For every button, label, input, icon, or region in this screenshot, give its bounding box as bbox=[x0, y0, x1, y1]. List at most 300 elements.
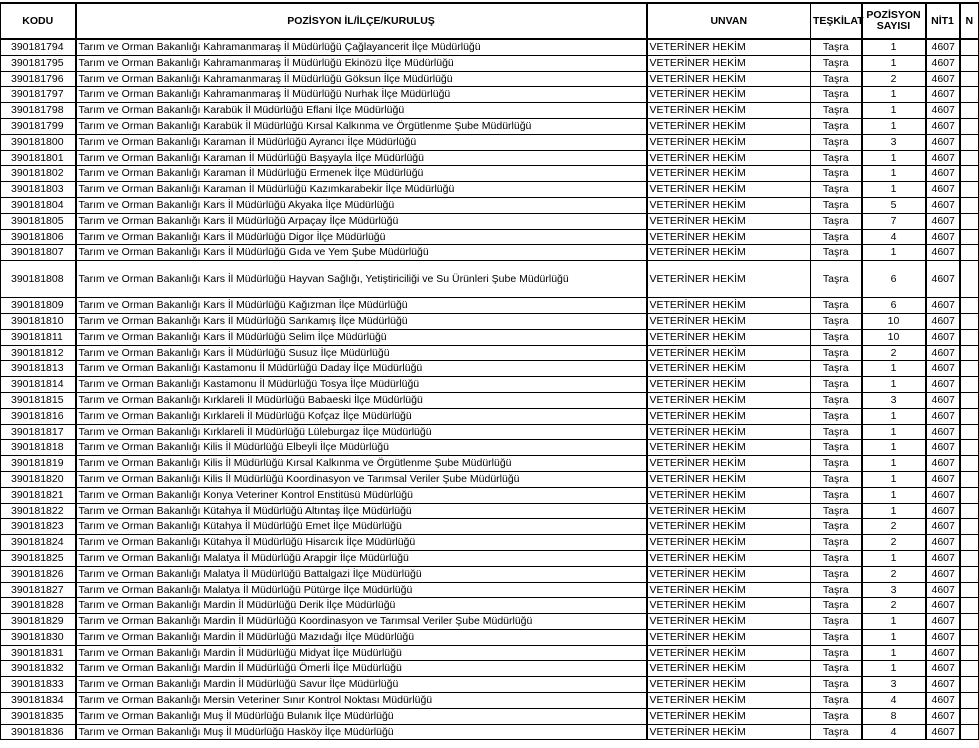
cell-nit1: 4607 bbox=[926, 550, 960, 566]
cell-unvan: VETERİNER HEKİM bbox=[647, 345, 811, 361]
cell-unvan: VETERİNER HEKİM bbox=[647, 645, 811, 661]
cell-pozisyon-sayisi: 1 bbox=[862, 166, 926, 182]
cell-pozisyon: Tarım ve Orman Bakanlığı Karabük İl Müdürlüğü Kırsal Kalkınma ve Örgütlenme Şube Müdürlüğü bbox=[76, 118, 647, 134]
cell-nit1: 4607 bbox=[926, 693, 960, 709]
cell-pozisyon: Tarım ve Orman Bakanlığı Kars İl Müdürlüğü Arpaçay İlçe Müdürlüğü bbox=[76, 213, 647, 229]
cell-unvan: VETERİNER HEKİM bbox=[647, 550, 811, 566]
header-pozisyon: POZİSYON İL/İLÇE/KURULUŞ bbox=[76, 3, 647, 39]
table-row bbox=[1, 213, 979, 229]
cell-pozisyon: Tarım ve Orman Bakanlığı Kütahya İl Müdürlüğü Emet İlçe Müdürlüğü bbox=[76, 519, 647, 535]
cell-teskilat: Taşra bbox=[811, 456, 862, 472]
cell-pozisyon-sayisi: 1 bbox=[862, 503, 926, 519]
cell-pozisyon: Tarım ve Orman Bakanlığı Kars İl Müdürlüğü Gıda ve Yem Şube Müdürlüğü bbox=[76, 245, 647, 261]
table-row bbox=[1, 724, 979, 740]
cell-nit1: 4607 bbox=[926, 329, 960, 345]
table-row bbox=[1, 503, 979, 519]
cell-pozisyon-sayisi: 2 bbox=[862, 71, 926, 87]
cell-kodu: 390181817 bbox=[1, 424, 76, 440]
cell-unvan: VETERİNER HEKİM bbox=[647, 392, 811, 408]
cell-kodu: 390181807 bbox=[1, 245, 76, 261]
cell-unvan: VETERİNER HEKİM bbox=[647, 361, 811, 377]
cell-kodu: 390181803 bbox=[1, 182, 76, 198]
table-row bbox=[1, 166, 979, 182]
header-kodu: KODU bbox=[1, 3, 76, 39]
cell-unvan: VETERİNER HEKİM bbox=[647, 487, 811, 503]
cell-pozisyon: Tarım ve Orman Bakanlığı Kars İl Müdürlüğü Digor İlçe Müdürlüğü bbox=[76, 229, 647, 245]
cell-teskilat: Taşra bbox=[811, 693, 862, 709]
table-row bbox=[1, 392, 979, 408]
cell-next bbox=[960, 313, 979, 329]
table-row bbox=[1, 535, 979, 551]
table-row bbox=[1, 708, 979, 724]
cell-next bbox=[960, 693, 979, 709]
cell-pozisyon: Tarım ve Orman Bakanlığı Muş İl Müdürlüğü Hasköy İlçe Müdürlüğü bbox=[76, 724, 647, 740]
cell-next bbox=[960, 361, 979, 377]
cell-unvan: VETERİNER HEKİM bbox=[647, 424, 811, 440]
cell-kodu: 390181794 bbox=[1, 39, 76, 55]
cell-teskilat: Taşra bbox=[811, 245, 862, 261]
cell-teskilat: Taşra bbox=[811, 582, 862, 598]
table-row bbox=[1, 134, 979, 150]
cell-unvan: VETERİNER HEKİM bbox=[647, 71, 811, 87]
cell-pozisyon-sayisi: 1 bbox=[862, 629, 926, 645]
cell-kodu: 390181796 bbox=[1, 71, 76, 87]
cell-pozisyon-sayisi: 3 bbox=[862, 134, 926, 150]
table-row bbox=[1, 487, 979, 503]
table-row bbox=[1, 598, 979, 614]
cell-unvan: VETERİNER HEKİM bbox=[647, 456, 811, 472]
cell-unvan: VETERİNER HEKİM bbox=[647, 629, 811, 645]
cell-next bbox=[960, 456, 979, 472]
cell-nit1: 4607 bbox=[926, 519, 960, 535]
table-row bbox=[1, 55, 979, 71]
cell-pozisyon-sayisi: 1 bbox=[862, 377, 926, 393]
cell-pozisyon: Tarım ve Orman Bakanlığı Malatya İl Müdürlüğü Battalgazi İlçe Müdürlüğü bbox=[76, 566, 647, 582]
table-row bbox=[1, 71, 979, 87]
cell-teskilat: Taşra bbox=[811, 71, 862, 87]
cell-nit1: 4607 bbox=[926, 229, 960, 245]
cell-teskilat: Taşra bbox=[811, 182, 862, 198]
cell-pozisyon-sayisi: 4 bbox=[862, 693, 926, 709]
cell-pozisyon: Tarım ve Orman Bakanlığı Mardin İl Müdürlüğü Savur İlçe Müdürlüğü bbox=[76, 677, 647, 693]
cell-nit1: 4607 bbox=[926, 677, 960, 693]
cell-nit1: 4607 bbox=[926, 535, 960, 551]
cell-pozisyon-sayisi: 1 bbox=[862, 471, 926, 487]
table-row bbox=[1, 261, 979, 298]
cell-pozisyon: Tarım ve Orman Bakanlığı Kahramanmaraş İl Müdürlüğü Ekinözü İlçe Müdürlüğü bbox=[76, 55, 647, 71]
cell-next bbox=[960, 629, 979, 645]
cell-next bbox=[960, 150, 979, 166]
cell-pozisyon: Tarım ve Orman Bakanlığı Kahramanmaraş İl Müdürlüğü Çağlayancerit İlçe Müdürlüğü bbox=[76, 39, 647, 55]
cell-next bbox=[960, 55, 979, 71]
cell-pozisyon: Tarım ve Orman Bakanlığı Kars İl Müdürlüğü Sarıkamış İlçe Müdürlüğü bbox=[76, 313, 647, 329]
cell-unvan: VETERİNER HEKİM bbox=[647, 519, 811, 535]
cell-teskilat: Taşra bbox=[811, 298, 862, 314]
cell-unvan: VETERİNER HEKİM bbox=[647, 440, 811, 456]
cell-pozisyon-sayisi: 1 bbox=[862, 614, 926, 630]
cell-pozisyon-sayisi: 1 bbox=[862, 456, 926, 472]
cell-pozisyon-sayisi: 1 bbox=[862, 408, 926, 424]
cell-pozisyon: Tarım ve Orman Bakanlığı Konya Veteriner Kontrol Enstitüsü Müdürlüğü bbox=[76, 487, 647, 503]
cell-kodu: 390181824 bbox=[1, 535, 76, 551]
cell-next bbox=[960, 566, 979, 582]
cell-next bbox=[960, 197, 979, 213]
cell-unvan: VETERİNER HEKİM bbox=[647, 598, 811, 614]
cell-kodu: 390181835 bbox=[1, 708, 76, 724]
cell-teskilat: Taşra bbox=[811, 392, 862, 408]
header-nit1: NİT1 bbox=[926, 3, 960, 39]
cell-next bbox=[960, 645, 979, 661]
cell-unvan: VETERİNER HEKİM bbox=[647, 103, 811, 119]
cell-pozisyon-sayisi: 2 bbox=[862, 598, 926, 614]
cell-unvan: VETERİNER HEKİM bbox=[647, 535, 811, 551]
cell-kodu: 390181808 bbox=[1, 261, 76, 298]
cell-nit1: 4607 bbox=[926, 614, 960, 630]
cell-kodu: 390181795 bbox=[1, 55, 76, 71]
cell-unvan: VETERİNER HEKİM bbox=[647, 182, 811, 198]
cell-teskilat: Taşra bbox=[811, 503, 862, 519]
cell-nit1: 4607 bbox=[926, 708, 960, 724]
cell-nit1: 4607 bbox=[926, 724, 960, 740]
table-row bbox=[1, 471, 979, 487]
cell-kodu: 390181813 bbox=[1, 361, 76, 377]
cell-next bbox=[960, 298, 979, 314]
cell-kodu: 390181836 bbox=[1, 724, 76, 740]
cell-pozisyon-sayisi: 7 bbox=[862, 213, 926, 229]
cell-kodu: 390181799 bbox=[1, 118, 76, 134]
cell-pozisyon: Tarım ve Orman Bakanlığı Mardin İl Müdürlüğü Ömerli İlçe Müdürlüğü bbox=[76, 661, 647, 677]
cell-unvan: VETERİNER HEKİM bbox=[647, 408, 811, 424]
cell-teskilat: Taşra bbox=[811, 471, 862, 487]
cell-pozisyon: Tarım ve Orman Bakanlığı Kars İl Müdürlüğü Kağızman İlçe Müdürlüğü bbox=[76, 298, 647, 314]
cell-pozisyon-sayisi: 1 bbox=[862, 661, 926, 677]
cell-nit1: 4607 bbox=[926, 197, 960, 213]
cell-nit1: 4607 bbox=[926, 134, 960, 150]
cell-pozisyon: Tarım ve Orman Bakanlığı Karaman İl Müdürlüğü Kazımkarabekir İlçe Müdürlüğü bbox=[76, 182, 647, 198]
cell-kodu: 390181821 bbox=[1, 487, 76, 503]
table-row bbox=[1, 629, 979, 645]
cell-teskilat: Taşra bbox=[811, 550, 862, 566]
cell-kodu: 390181809 bbox=[1, 298, 76, 314]
cell-next bbox=[960, 245, 979, 261]
cell-pozisyon: Tarım ve Orman Bakanlığı Karaman İl Müdürlüğü Başyayla İlçe Müdürlüğü bbox=[76, 150, 647, 166]
cell-next bbox=[960, 166, 979, 182]
cell-kodu: 390181801 bbox=[1, 150, 76, 166]
cell-unvan: VETERİNER HEKİM bbox=[647, 693, 811, 709]
cell-teskilat: Taşra bbox=[811, 440, 862, 456]
table-row bbox=[1, 118, 979, 134]
cell-unvan: VETERİNER HEKİM bbox=[647, 614, 811, 630]
cell-next bbox=[960, 535, 979, 551]
cell-kodu: 390181833 bbox=[1, 677, 76, 693]
cell-pozisyon-sayisi: 3 bbox=[862, 677, 926, 693]
cell-unvan: VETERİNER HEKİM bbox=[647, 118, 811, 134]
cell-pozisyon: Tarım ve Orman Bakanlığı Karaman İl Müdürlüğü Ayrancı İlçe Müdürlüğü bbox=[76, 134, 647, 150]
cell-teskilat: Taşra bbox=[811, 103, 862, 119]
cell-next bbox=[960, 661, 979, 677]
cell-pozisyon-sayisi: 8 bbox=[862, 708, 926, 724]
cell-nit1: 4607 bbox=[926, 298, 960, 314]
cell-pozisyon-sayisi: 2 bbox=[862, 535, 926, 551]
cell-next bbox=[960, 408, 979, 424]
cell-teskilat: Taşra bbox=[811, 150, 862, 166]
table-row bbox=[1, 103, 979, 119]
cell-pozisyon: Tarım ve Orman Bakanlığı Kars İl Müdürlüğü Susuz İlçe Müdürlüğü bbox=[76, 345, 647, 361]
cell-pozisyon: Tarım ve Orman Bakanlığı Kilis İl Müdürlüğü Kırsal Kalkınma ve Örgütlenme Şube Müdürlüğü bbox=[76, 456, 647, 472]
header-sayisi-line1: POZİSYON bbox=[866, 9, 921, 21]
cell-pozisyon: Tarım ve Orman Bakanlığı Kastamonu İl Müdürlüğü Tosya İlçe Müdürlüğü bbox=[76, 377, 647, 393]
cell-next bbox=[960, 614, 979, 630]
cell-unvan: VETERİNER HEKİM bbox=[647, 197, 811, 213]
cell-kodu: 390181800 bbox=[1, 134, 76, 150]
cell-teskilat: Taşra bbox=[811, 329, 862, 345]
cell-teskilat: Taşra bbox=[811, 677, 862, 693]
cell-teskilat: Taşra bbox=[811, 313, 862, 329]
cell-next bbox=[960, 471, 979, 487]
cell-pozisyon: Tarım ve Orman Bakanlığı Kastamonu İl Müdürlüğü Daday İlçe Müdürlüğü bbox=[76, 361, 647, 377]
cell-pozisyon: Tarım ve Orman Bakanlığı Malatya İl Müdürlüğü Pütürge İlçe Müdürlüğü bbox=[76, 582, 647, 598]
cell-pozisyon-sayisi: 1 bbox=[862, 182, 926, 198]
cell-kodu: 390181819 bbox=[1, 456, 76, 472]
cell-teskilat: Taşra bbox=[811, 535, 862, 551]
cell-kodu: 390181832 bbox=[1, 661, 76, 677]
cell-pozisyon: Tarım ve Orman Bakanlığı Kütahya İl Müdürlüğü Hisarcık İlçe Müdürlüğü bbox=[76, 535, 647, 551]
cell-teskilat: Taşra bbox=[811, 213, 862, 229]
table-row bbox=[1, 408, 979, 424]
cell-teskilat: Taşra bbox=[811, 566, 862, 582]
cell-pozisyon: Tarım ve Orman Bakanlığı Muş İl Müdürlüğü Bulanık İlçe Müdürlüğü bbox=[76, 708, 647, 724]
positions-table bbox=[0, 2, 979, 740]
cell-kodu: 390181806 bbox=[1, 229, 76, 245]
cell-kodu: 390181812 bbox=[1, 345, 76, 361]
cell-unvan: VETERİNER HEKİM bbox=[647, 677, 811, 693]
header-next: N bbox=[960, 3, 979, 39]
cell-teskilat: Taşra bbox=[811, 519, 862, 535]
cell-nit1: 4607 bbox=[926, 487, 960, 503]
cell-pozisyon-sayisi: 1 bbox=[862, 150, 926, 166]
cell-kodu: 390181816 bbox=[1, 408, 76, 424]
cell-teskilat: Taşra bbox=[811, 166, 862, 182]
cell-nit1: 4607 bbox=[926, 582, 960, 598]
cell-nit1: 4607 bbox=[926, 361, 960, 377]
cell-pozisyon: Tarım ve Orman Bakanlığı Mersin Veteriner Sınır Kontrol Noktası Müdürlüğü bbox=[76, 693, 647, 709]
cell-teskilat: Taşra bbox=[811, 708, 862, 724]
cell-pozisyon: Tarım ve Orman Bakanlığı Kahramanmaraş İl Müdürlüğü Göksun İlçe Müdürlüğü bbox=[76, 71, 647, 87]
table-row bbox=[1, 693, 979, 709]
cell-next bbox=[960, 134, 979, 150]
cell-unvan: VETERİNER HEKİM bbox=[647, 566, 811, 582]
table-row bbox=[1, 456, 979, 472]
cell-nit1: 4607 bbox=[926, 566, 960, 582]
table-row bbox=[1, 614, 979, 630]
cell-pozisyon-sayisi: 2 bbox=[862, 345, 926, 361]
cell-pozisyon-sayisi: 3 bbox=[862, 392, 926, 408]
cell-next bbox=[960, 87, 979, 103]
cell-next bbox=[960, 708, 979, 724]
cell-nit1: 4607 bbox=[926, 213, 960, 229]
cell-nit1: 4607 bbox=[926, 118, 960, 134]
table-row bbox=[1, 298, 979, 314]
cell-unvan: VETERİNER HEKİM bbox=[647, 503, 811, 519]
cell-pozisyon: Tarım ve Orman Bakanlığı Kırklareli İl Müdürlüğü Lüleburgaz İlçe Müdürlüğü bbox=[76, 424, 647, 440]
table-row bbox=[1, 424, 979, 440]
cell-unvan: VETERİNER HEKİM bbox=[647, 661, 811, 677]
header-pozisyon-sayisi bbox=[862, 3, 926, 39]
cell-teskilat: Taşra bbox=[811, 345, 862, 361]
cell-kodu: 390181805 bbox=[1, 213, 76, 229]
cell-kodu: 390181830 bbox=[1, 629, 76, 645]
cell-next bbox=[960, 550, 979, 566]
cell-teskilat: Taşra bbox=[811, 361, 862, 377]
cell-teskilat: Taşra bbox=[811, 197, 862, 213]
cell-pozisyon: Tarım ve Orman Bakanlığı Kırklareli İl Müdürlüğü Babaeski İlçe Müdürlüğü bbox=[76, 392, 647, 408]
cell-next bbox=[960, 39, 979, 55]
cell-pozisyon-sayisi: 1 bbox=[862, 245, 926, 261]
cell-next bbox=[960, 345, 979, 361]
cell-kodu: 390181804 bbox=[1, 197, 76, 213]
cell-next bbox=[960, 582, 979, 598]
cell-kodu: 390181798 bbox=[1, 103, 76, 119]
cell-kodu: 390181831 bbox=[1, 645, 76, 661]
cell-nit1: 4607 bbox=[926, 471, 960, 487]
cell-pozisyon: Tarım ve Orman Bakanlığı Mardin İl Müdürlüğü Midyat İlçe Müdürlüğü bbox=[76, 645, 647, 661]
cell-next bbox=[960, 519, 979, 535]
cell-pozisyon-sayisi: 1 bbox=[862, 118, 926, 134]
table-row bbox=[1, 519, 979, 535]
cell-nit1: 4607 bbox=[926, 166, 960, 182]
cell-nit1: 4607 bbox=[926, 377, 960, 393]
cell-teskilat: Taşra bbox=[811, 408, 862, 424]
cell-pozisyon: Tarım ve Orman Bakanlığı Kilis İl Müdürlüğü Elbeyli İlçe Müdürlüğü bbox=[76, 440, 647, 456]
cell-kodu: 390181825 bbox=[1, 550, 76, 566]
cell-next bbox=[960, 487, 979, 503]
cell-teskilat: Taşra bbox=[811, 629, 862, 645]
cell-teskilat: Taşra bbox=[811, 134, 862, 150]
table-row bbox=[1, 661, 979, 677]
cell-kodu: 390181822 bbox=[1, 503, 76, 519]
cell-kodu: 390181814 bbox=[1, 377, 76, 393]
cell-unvan: VETERİNER HEKİM bbox=[647, 298, 811, 314]
cell-pozisyon-sayisi: 3 bbox=[862, 582, 926, 598]
cell-pozisyon-sayisi: 4 bbox=[862, 724, 926, 740]
cell-unvan: VETERİNER HEKİM bbox=[647, 377, 811, 393]
cell-kodu: 390181828 bbox=[1, 598, 76, 614]
cell-kodu: 390181810 bbox=[1, 313, 76, 329]
cell-kodu: 390181834 bbox=[1, 693, 76, 709]
cell-nit1: 4607 bbox=[926, 313, 960, 329]
cell-pozisyon: Tarım ve Orman Bakanlığı Mardin İl Müdürlüğü Mazıdağı İlçe Müdürlüğü bbox=[76, 629, 647, 645]
cell-pozisyon: Tarım ve Orman Bakanlığı Kars İl Müdürlüğü Akyaka İlçe Müdürlüğü bbox=[76, 197, 647, 213]
cell-next bbox=[960, 503, 979, 519]
cell-kodu: 390181797 bbox=[1, 87, 76, 103]
cell-nit1: 4607 bbox=[926, 71, 960, 87]
table-row bbox=[1, 582, 979, 598]
cell-pozisyon-sayisi: 2 bbox=[862, 566, 926, 582]
cell-kodu: 390181823 bbox=[1, 519, 76, 535]
cell-pozisyon-sayisi: 1 bbox=[862, 487, 926, 503]
cell-pozisyon: Tarım ve Orman Bakanlığı Kars İl Müdürlüğü Hayvan Sağlığı, Yetiştiriciliği ve Su Ürünleri Şube Müdürlüğü bbox=[76, 261, 647, 298]
cell-pozisyon-sayisi: 1 bbox=[862, 55, 926, 71]
table-row bbox=[1, 229, 979, 245]
cell-next bbox=[960, 440, 979, 456]
cell-unvan: VETERİNER HEKİM bbox=[647, 87, 811, 103]
cell-next bbox=[960, 213, 979, 229]
cell-teskilat: Taşra bbox=[811, 87, 862, 103]
cell-pozisyon-sayisi: 1 bbox=[862, 361, 926, 377]
cell-next bbox=[960, 118, 979, 134]
cell-pozisyon-sayisi: 1 bbox=[862, 440, 926, 456]
cell-unvan: VETERİNER HEKİM bbox=[647, 471, 811, 487]
cell-pozisyon-sayisi: 1 bbox=[862, 424, 926, 440]
cell-pozisyon: Tarım ve Orman Bakanlığı Mardin İl Müdürlüğü Koordinasyon ve Tarımsal Veriler Şube Müdürlüğü bbox=[76, 614, 647, 630]
table-row bbox=[1, 197, 979, 213]
cell-kodu: 390181826 bbox=[1, 566, 76, 582]
table-row bbox=[1, 87, 979, 103]
table-row bbox=[1, 329, 979, 345]
header-sayisi-line2: SAYISI bbox=[876, 20, 911, 32]
table-row bbox=[1, 313, 979, 329]
cell-next bbox=[960, 377, 979, 393]
cell-nit1: 4607 bbox=[926, 645, 960, 661]
cell-teskilat: Taşra bbox=[811, 614, 862, 630]
cell-nit1: 4607 bbox=[926, 55, 960, 71]
cell-next bbox=[960, 598, 979, 614]
cell-nit1: 4607 bbox=[926, 150, 960, 166]
cell-unvan: VETERİNER HEKİM bbox=[647, 166, 811, 182]
cell-next bbox=[960, 677, 979, 693]
cell-nit1: 4607 bbox=[926, 629, 960, 645]
cell-unvan: VETERİNER HEKİM bbox=[647, 582, 811, 598]
table-row bbox=[1, 39, 979, 55]
cell-nit1: 4607 bbox=[926, 408, 960, 424]
cell-kodu: 390181802 bbox=[1, 166, 76, 182]
table-row bbox=[1, 566, 979, 582]
cell-teskilat: Taşra bbox=[811, 377, 862, 393]
cell-nit1: 4607 bbox=[926, 245, 960, 261]
cell-unvan: VETERİNER HEKİM bbox=[647, 245, 811, 261]
table-row bbox=[1, 645, 979, 661]
cell-nit1: 4607 bbox=[926, 345, 960, 361]
cell-nit1: 4607 bbox=[926, 661, 960, 677]
cell-unvan: VETERİNER HEKİM bbox=[647, 134, 811, 150]
table-row bbox=[1, 345, 979, 361]
cell-kodu: 390181827 bbox=[1, 582, 76, 598]
cell-next bbox=[960, 103, 979, 119]
header-unvan: UNVAN bbox=[647, 3, 811, 39]
cell-kodu: 390181829 bbox=[1, 614, 76, 630]
cell-pozisyon: Tarım ve Orman Bakanlığı Kars İl Müdürlüğü Selim İlçe Müdürlüğü bbox=[76, 329, 647, 345]
cell-unvan: VETERİNER HEKİM bbox=[647, 39, 811, 55]
cell-nit1: 4607 bbox=[926, 103, 960, 119]
header-row bbox=[1, 3, 979, 39]
header-teskilat: TEŞKİLAT bbox=[811, 3, 862, 39]
cell-unvan: VETERİNER HEKİM bbox=[647, 213, 811, 229]
cell-pozisyon-sayisi: 1 bbox=[862, 103, 926, 119]
cell-pozisyon-sayisi: 4 bbox=[862, 229, 926, 245]
cell-nit1: 4607 bbox=[926, 424, 960, 440]
cell-teskilat: Taşra bbox=[811, 118, 862, 134]
cell-teskilat: Taşra bbox=[811, 55, 862, 71]
cell-pozisyon: Tarım ve Orman Bakanlığı Karabük İl Müdürlüğü Eflani İlçe Müdürlüğü bbox=[76, 103, 647, 119]
cell-kodu: 390181820 bbox=[1, 471, 76, 487]
cell-unvan: VETERİNER HEKİM bbox=[647, 329, 811, 345]
cell-teskilat: Taşra bbox=[811, 229, 862, 245]
table-row bbox=[1, 550, 979, 566]
cell-teskilat: Taşra bbox=[811, 724, 862, 740]
cell-pozisyon: Tarım ve Orman Bakanlığı Malatya İl Müdürlüğü Arapgir İlçe Müdürlüğü bbox=[76, 550, 647, 566]
cell-nit1: 4607 bbox=[926, 456, 960, 472]
cell-pozisyon: Tarım ve Orman Bakanlığı Karaman İl Müdürlüğü Ermenek İlçe Müdürlüğü bbox=[76, 166, 647, 182]
